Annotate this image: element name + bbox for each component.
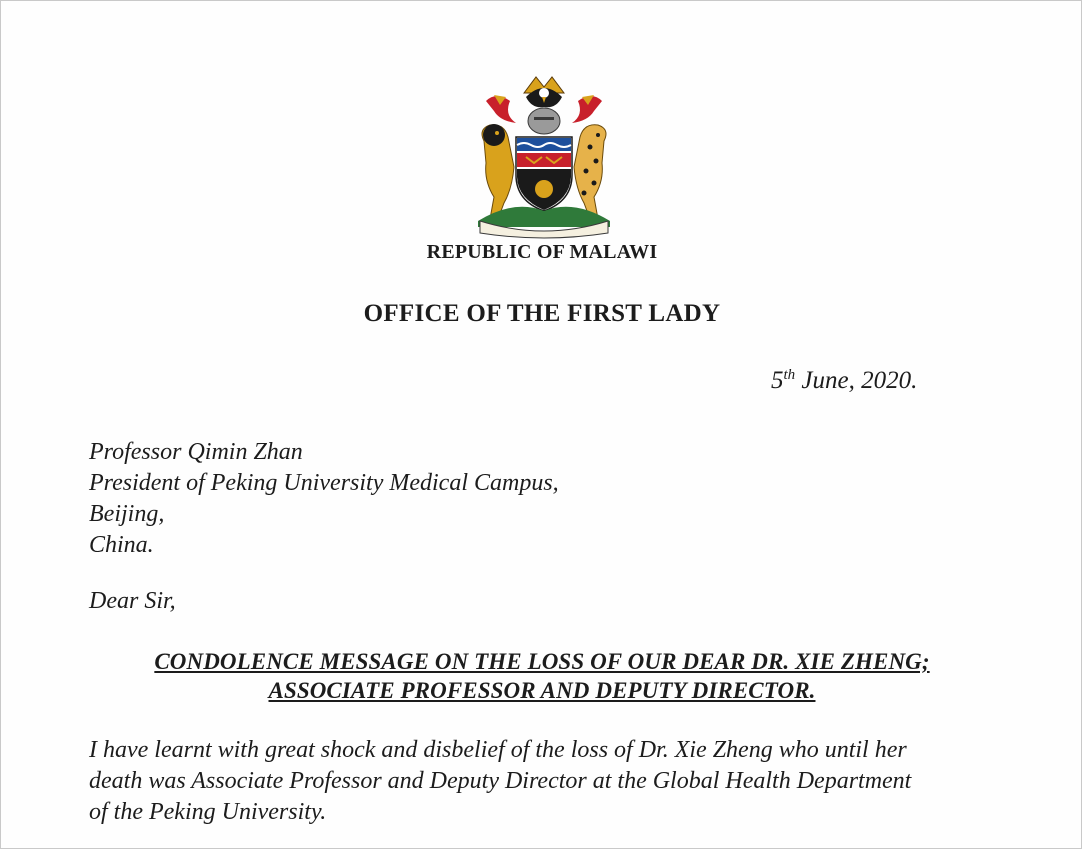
republic-heading: REPUBLIC OF MALAWI [426,241,658,263]
date-day: 5 [771,367,784,394]
date-rest: June, 2020. [795,367,918,394]
recipient-line: Beijing, [89,501,165,527]
coat-of-arms-icon [464,71,624,239]
date-suffix: th [783,367,796,383]
subject-line: CONDOLENCE MESSAGE ON THE LOSS OF OUR DEAR DR. XIE ZHENG; [154,649,930,674]
subject-line: ASSOCIATE PROFESSOR AND DEPUTY DIRECTOR. [268,678,816,703]
subject-heading [1,647,1082,705]
malawi-coat-of-arms [464,71,624,239]
recipient-line: President of Peking University Medical Campus, [89,470,559,496]
office-heading: OFFICE OF THE FIRST LADY [363,300,721,327]
salutation: Dear Sir, [89,588,176,614]
recipient-address [89,437,559,561]
body-line: I have learnt with great shock and disbelief of the loss of Dr. Xie Zheng who until her [89,737,907,763]
letter-date [771,367,917,395]
recipient-line: China. [89,532,154,558]
body-line: of the Peking University. [89,799,327,825]
letter-body [89,735,1029,828]
recipient-line: Professor Qimin Zhan [89,439,303,465]
body-line: death was Associate Professor and Deputy Director at the Global Health Department [89,768,912,794]
